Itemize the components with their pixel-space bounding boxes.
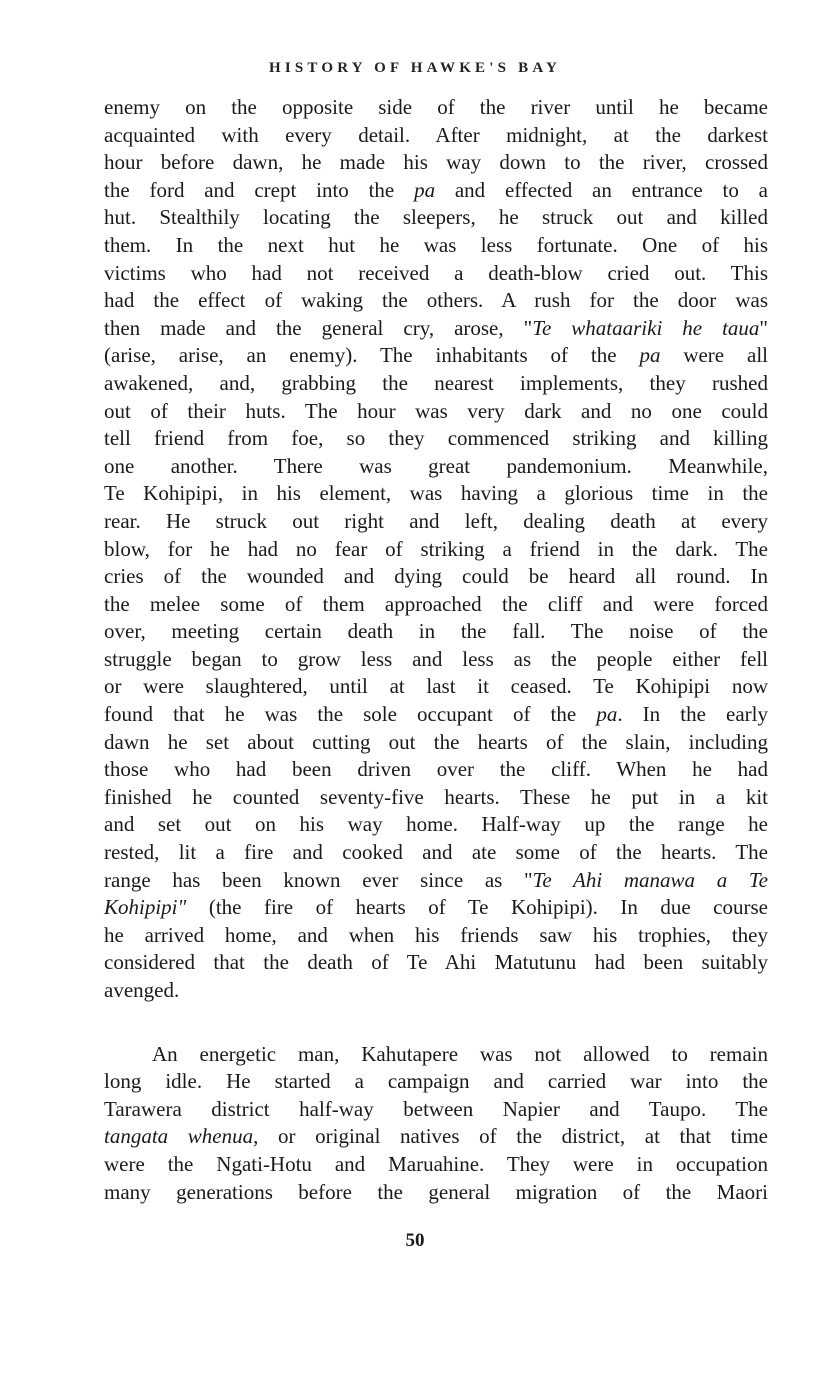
text-line: finished he counted seventy-five hearts. These he put in a kit (104, 784, 768, 809)
text-line: the melee some of them approached the cliff and were forced (104, 591, 768, 616)
text-line: and set out on his way home. Half-way up the range he (104, 812, 768, 837)
text-line: (arise, arise, an enemy). The inhabitants of the pa were all (104, 343, 768, 368)
text-line: them. In the next hut he was less fortunate. One of his (104, 232, 768, 257)
paragraph-gap (104, 1005, 768, 1041)
running-head: HISTORY OF HAWKE'S BAY (268, 60, 562, 76)
text-line: were the Ngati-Hotu and Maruahine. They were in occupation (104, 1151, 768, 1176)
text-line: rested, lit a fire and cooked and ate some of the hearts. The (104, 840, 768, 865)
text-line: considered that the death of Te Ahi Matutunu had been suitably (104, 950, 768, 975)
text-line: found that he was the sole occupant of the pa. In the early (104, 702, 769, 727)
text-line: he arrived home, and when his friends saw his trophies, they (104, 922, 768, 947)
page-number: 50 (405, 1230, 425, 1251)
text-line: the ford and crept into the pa and effected an entrance to a (104, 177, 768, 202)
text-line: range has been known ever since as "Te Ahi manawa a Te (104, 867, 768, 892)
text-line: Kohipipi" (the fire of hearts of Te Kohipipi). In due course (104, 895, 768, 920)
text-line: An energetic man, Kahutapere was not allowed to remain (152, 1041, 768, 1066)
text-line: then made and the general cry, arose, "Te whataariki he taua" (104, 315, 768, 340)
text-line: dawn he set about cutting out the hearts of the slain, including (104, 729, 768, 754)
text-line: tell friend from foe, so they commenced striking and killing (104, 426, 768, 451)
text-line: over, meeting certain death in the fall. The noise of the (104, 619, 768, 644)
text-line: blow, for he had no fear of striking a friend in the dark. The (104, 536, 768, 561)
text-line: rear. He struck out right and left, dealing death at every (104, 508, 768, 533)
text-line: or were slaughtered, until at last it ceased. Te Kohipipi now (104, 674, 768, 699)
text-line: cries of the wounded and dying could be heard all round. In (104, 564, 768, 589)
paragraph-1 (104, 94, 768, 1005)
text-line: out of their huts. The hour was very dark and no one could (104, 398, 768, 423)
text-line: one another. There was great pandemonium. Meanwhile, (104, 453, 768, 478)
text-line: long idle. He started a campaign and carried war into the (104, 1069, 768, 1094)
text-line: tangata whenua, or original natives of the district, at that time (104, 1124, 768, 1149)
text-line: victims who had not received a death-blow cried out. This (104, 260, 768, 285)
text-line: Tarawera district half-way between Napier and Taupo. The (104, 1096, 768, 1121)
text-line: Te Kohipipi, in his element, was having a glorious time in the (104, 481, 768, 506)
text-line: avenged. (104, 978, 180, 1002)
text-line: acquainted with every detail. After midnight, at the darkest (104, 122, 768, 147)
text-line: enemy on the opposite side of the river until he became (104, 95, 768, 119)
body-text (104, 94, 768, 1206)
text-line: awakened, and, grabbing the nearest implements, they rushed (104, 370, 768, 395)
text-line: hour before dawn, he made his way down to the river, crossed (104, 150, 768, 175)
text-line: hut. Stealthily locating the sleepers, he struck out and killed (104, 205, 768, 230)
text-line: struggle began to grow less and less as the people either fell (104, 646, 768, 671)
text-line: had the effect of waking the others. A rush for the door was (104, 288, 768, 313)
text-line: those who had been driven over the cliff. When he had (104, 757, 768, 782)
text-line: many generations before the general migration of the Maori (104, 1179, 768, 1204)
paragraph-2 (104, 1041, 768, 1207)
